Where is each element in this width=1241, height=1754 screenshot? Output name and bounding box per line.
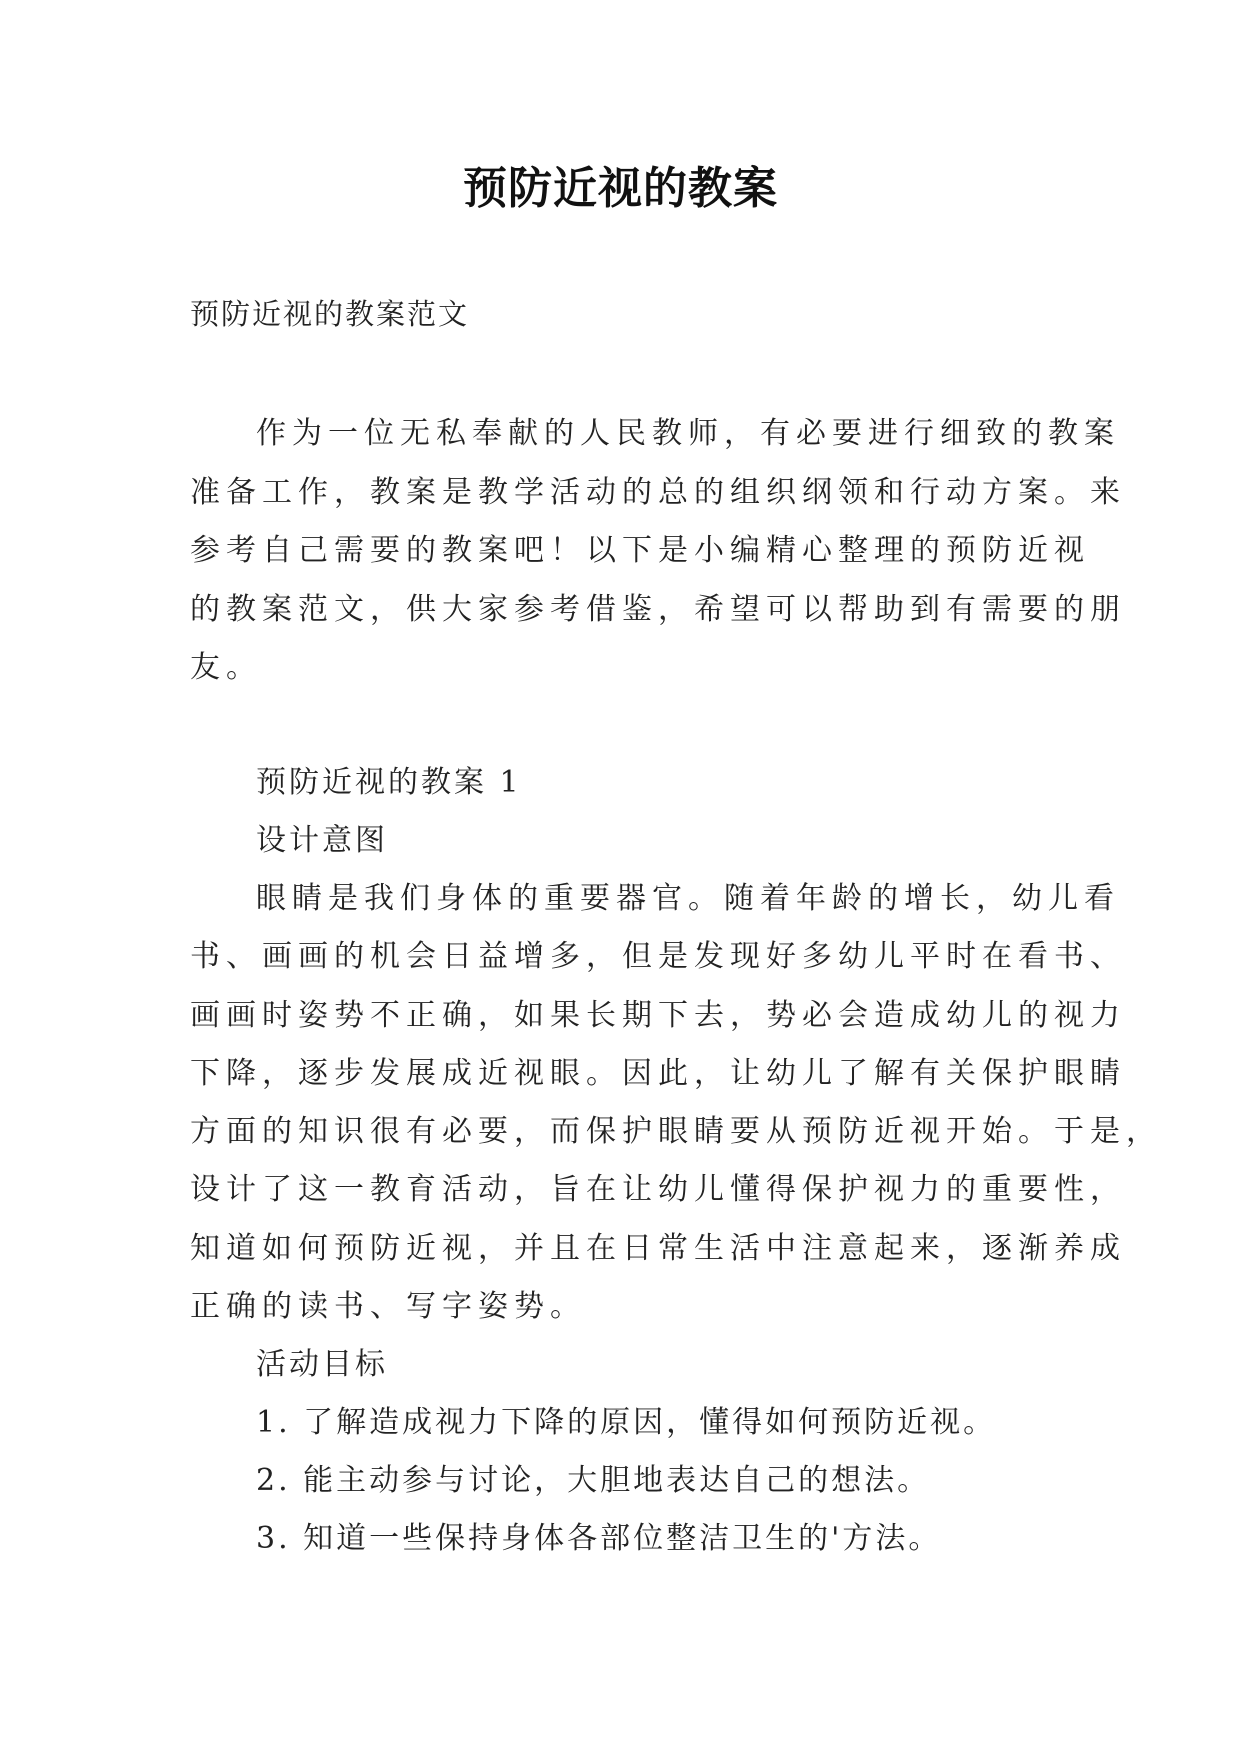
- design-line: 正确的读书、写字姿势。: [190, 1289, 586, 1325]
- document-title: 预防近视的教案: [463, 163, 778, 214]
- goal-item: 3. 知道一些保持身体各部位整洁卫生的'方法。: [256, 1521, 942, 1557]
- intro-line: 友。: [190, 650, 262, 685]
- design-line: 方面的知识很有必要，而保护眼睛要从预防近视开始。于是，: [190, 1114, 1162, 1150]
- design-line: 知道如何预防近视，并且在日常生活中注意起来，逐渐养成: [190, 1230, 1126, 1266]
- goals-heading: 活动目标: [256, 1347, 388, 1383]
- design-line: 画画时姿势不正确，如果长期下去，势必会造成幼儿的视力: [190, 997, 1126, 1033]
- document-subtitle: 预防近视的教案范文: [190, 297, 470, 331]
- lesson-section: [190, 754, 1162, 1568]
- intro-line: 准备工作，教案是教学活动的总的组织纲领和行动方案。来: [190, 474, 1126, 510]
- intro-paragraph: [190, 405, 1126, 698]
- design-line: 下降，逐步发展成近视眼。因此，让幼儿了解有关保护眼睛: [190, 1055, 1126, 1091]
- section-title: 预防近视的教案 1: [256, 765, 522, 800]
- intro-line: 的教案范文，供大家参考借鉴，希望可以帮助到有需要的朋: [190, 591, 1126, 627]
- design-heading: 设计意图: [256, 823, 388, 858]
- intro-line: 参考自己需要的教案吧！以下是小编精心整理的预防近视: [190, 533, 1090, 568]
- design-line: 眼睛是我们身体的重要器官。随着年龄的增长，幼儿看: [256, 881, 1120, 916]
- design-line: 设计了这一教育活动，旨在让幼儿懂得保护视力的重要性，: [190, 1172, 1126, 1208]
- design-line: 书、画画的机会日益增多，但是发现好多幼儿平时在看书、: [190, 939, 1126, 975]
- intro-line: 作为一位无私奉献的人民教师，有必要进行细致的教案: [256, 416, 1120, 451]
- goal-item: 2. 能主动参与讨论，大胆地表达自己的想法。: [256, 1463, 931, 1499]
- goal-item: 1. 了解造成视力下降的原因，懂得如何预防近视。: [256, 1405, 997, 1441]
